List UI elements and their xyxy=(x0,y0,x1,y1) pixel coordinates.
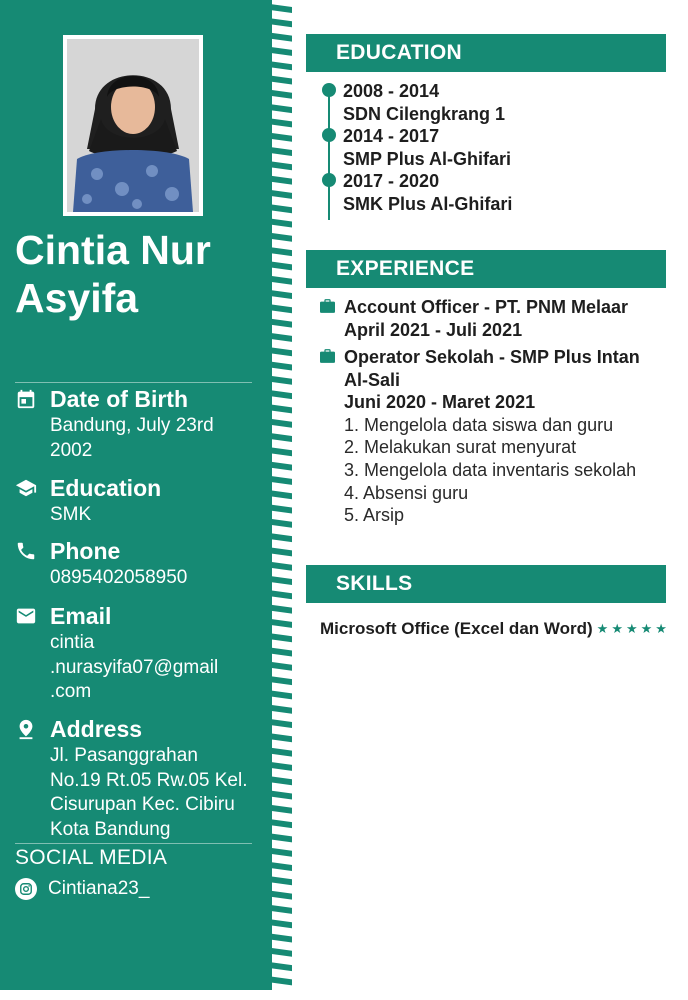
edge-stitch xyxy=(270,247,292,256)
edge-stitch xyxy=(270,419,292,428)
edge-stitch xyxy=(270,376,292,385)
edge-stitch xyxy=(270,476,292,485)
education-years: 2008 - 2014 xyxy=(343,81,440,101)
duty-item: 4. Absensi guru xyxy=(344,482,469,503)
education-timeline xyxy=(316,80,656,215)
education-years: 2014 - 2017 xyxy=(343,126,440,146)
edge-stitch xyxy=(270,362,292,371)
edge-stitch xyxy=(270,190,292,199)
education-item xyxy=(316,170,656,215)
edge-stitch xyxy=(270,176,292,185)
edge-stitch xyxy=(270,619,292,628)
edge-stitch xyxy=(270,118,292,127)
skill-rating xyxy=(597,621,670,637)
edge-stitch xyxy=(270,76,292,85)
decorative-edge xyxy=(268,0,298,990)
info-title: Date of Birth xyxy=(50,385,188,412)
edge-stitch xyxy=(270,462,292,471)
edge-stitch xyxy=(270,633,292,642)
edge-stitch xyxy=(270,719,292,728)
skill-item xyxy=(320,619,670,639)
edge-stitch xyxy=(270,433,292,442)
edge-stitch xyxy=(270,233,292,242)
edge-stitch xyxy=(270,605,292,614)
edge-stitch xyxy=(270,33,292,42)
edge-stitch xyxy=(270,447,292,456)
sidebar-divider xyxy=(15,382,252,383)
edge-stitch xyxy=(270,390,292,399)
education-school: SMP Plus Al-Ghifari xyxy=(343,148,512,169)
edge-stitch xyxy=(270,690,292,699)
info-title: Phone xyxy=(50,537,121,564)
social-media-title: SOCIAL MEDIA xyxy=(15,846,168,869)
map-pin-icon xyxy=(15,718,37,740)
experience-date: Juni 2020 - Maret 2021 xyxy=(344,392,536,412)
edge-stitch xyxy=(270,919,292,928)
edge-stitch xyxy=(270,648,292,657)
edge-stitch xyxy=(270,662,292,671)
edge-stitch xyxy=(270,333,292,342)
edge-stitch xyxy=(270,276,292,285)
education-section-title: EDUCATION xyxy=(306,34,666,72)
edge-stitch xyxy=(270,819,292,828)
edge-stitch xyxy=(270,934,292,943)
edge-stitch xyxy=(270,905,292,914)
social-handle: Cintiana23_ xyxy=(48,878,150,899)
star-icon: ★ xyxy=(625,621,638,636)
duty-item: 3. Mengelola data inventaris sekolah xyxy=(344,459,637,480)
experience-item xyxy=(320,296,670,341)
edge-stitch xyxy=(270,533,292,542)
star-icon: ★ xyxy=(640,621,653,636)
info-value: 0895402058950 xyxy=(50,567,188,588)
info-email xyxy=(15,601,265,705)
profile-photo xyxy=(67,39,199,212)
edge-stitch xyxy=(270,347,292,356)
experience-date: April 2021 - Juli 2021 xyxy=(344,319,523,340)
edge-stitch xyxy=(270,519,292,528)
edge-stitch xyxy=(270,90,292,99)
edge-stitch xyxy=(270,204,292,213)
envelope-icon xyxy=(15,605,37,627)
duty-item: 2. Melakukan surat menyurat xyxy=(344,437,577,458)
info-title: Education xyxy=(50,474,162,501)
education-item xyxy=(316,80,656,125)
edge-stitch xyxy=(270,562,292,571)
instagram-icon xyxy=(15,878,37,900)
skills-section-title: SKILLS xyxy=(306,565,666,603)
edge-stitch xyxy=(270,547,292,556)
edge-stitch xyxy=(270,891,292,900)
star-icon: ★ xyxy=(611,621,623,636)
edge-stitch xyxy=(270,748,292,757)
edge-stitch xyxy=(270,976,292,985)
education-school: SMK Plus Al-Ghifari xyxy=(343,193,513,214)
briefcase-icon xyxy=(320,299,335,313)
edge-stitch xyxy=(270,133,292,142)
duty-item: 5. Arsip xyxy=(344,505,405,526)
edge-stitch xyxy=(270,404,292,413)
graduation-cap-icon xyxy=(15,477,37,499)
star-icon: ★ xyxy=(655,621,667,636)
edge-stitch xyxy=(270,862,292,871)
edge-stitch xyxy=(270,576,292,585)
edge-stitch xyxy=(270,876,292,885)
edge-stitch xyxy=(270,319,292,328)
edge-stitch xyxy=(270,762,292,771)
calendar-icon xyxy=(15,388,37,410)
info-value: SMK xyxy=(50,504,92,525)
profile-photo-frame xyxy=(63,35,203,216)
edge-stitch xyxy=(270,805,292,814)
edge-stitch xyxy=(270,304,292,313)
edge-stitch xyxy=(270,219,292,228)
edge-stitch xyxy=(270,791,292,800)
education-school: SDN Cilengkrang 1 xyxy=(343,103,506,124)
duty-list xyxy=(344,414,670,528)
experience-section-title: EXPERIENCE xyxy=(306,250,666,288)
info-value: Bandung, July 23rd 2002 xyxy=(50,415,214,461)
social-instagram[interactable] xyxy=(15,878,149,900)
edge-stitch xyxy=(270,962,292,971)
edge-stitch xyxy=(270,147,292,156)
edge-stitch xyxy=(270,705,292,714)
edge-stitch xyxy=(270,4,292,13)
edge-stitch xyxy=(270,733,292,742)
experience-title: Operator Sekolah - SMP Plus Intan Al-Sali xyxy=(344,347,640,390)
edge-stitch xyxy=(270,833,292,842)
experience-item xyxy=(320,346,670,527)
timeline-dot xyxy=(322,83,336,97)
education-years: 2017 - 2020 xyxy=(343,171,440,191)
info-date-of-birth xyxy=(15,384,265,463)
phone-icon xyxy=(15,540,37,562)
edge-stitch xyxy=(270,676,292,685)
edge-stitch xyxy=(270,261,292,270)
info-value-line: .nurasyifa07@gmail xyxy=(50,656,219,678)
info-title: Email xyxy=(50,602,112,629)
edge-stitch xyxy=(270,590,292,599)
info-address xyxy=(15,714,265,842)
info-value: Jl. Pasanggrahan No.19 Rt.05 Rw.05 Kel. Cisurupan Kec. Cibiru Kota Bandung xyxy=(50,745,248,840)
edge-stitch xyxy=(270,505,292,514)
skill-name: Microsoft Office (Excel dan Word) xyxy=(320,619,593,638)
timeline-dot xyxy=(322,173,336,187)
education-item xyxy=(316,125,656,170)
star-icon: ★ xyxy=(596,621,609,636)
timeline-dot xyxy=(322,128,336,142)
sidebar xyxy=(0,0,270,990)
duty-item: 1. Mengelola data siswa dan guru xyxy=(344,414,614,435)
edge-stitch xyxy=(270,47,292,56)
edge-stitch xyxy=(270,161,292,170)
edge-stitch xyxy=(270,61,292,70)
edge-stitch xyxy=(270,18,292,27)
edge-stitch xyxy=(270,290,292,299)
edge-stitch xyxy=(270,104,292,113)
edge-stitch xyxy=(270,848,292,857)
experience-title: Account Officer - PT. PNM Melaar xyxy=(344,297,629,317)
info-value-line: cintia xyxy=(50,632,95,653)
edge-stitch xyxy=(270,776,292,785)
edge-stitch xyxy=(270,490,292,499)
person-name: Cintia Nur Asyifa xyxy=(15,227,211,321)
info-phone xyxy=(15,536,265,591)
info-value-line: .com xyxy=(50,681,92,702)
info-education xyxy=(15,473,265,528)
info-title: Address xyxy=(50,715,143,742)
briefcase-icon xyxy=(320,349,335,363)
edge-stitch xyxy=(270,948,292,957)
sidebar-divider xyxy=(15,843,252,844)
